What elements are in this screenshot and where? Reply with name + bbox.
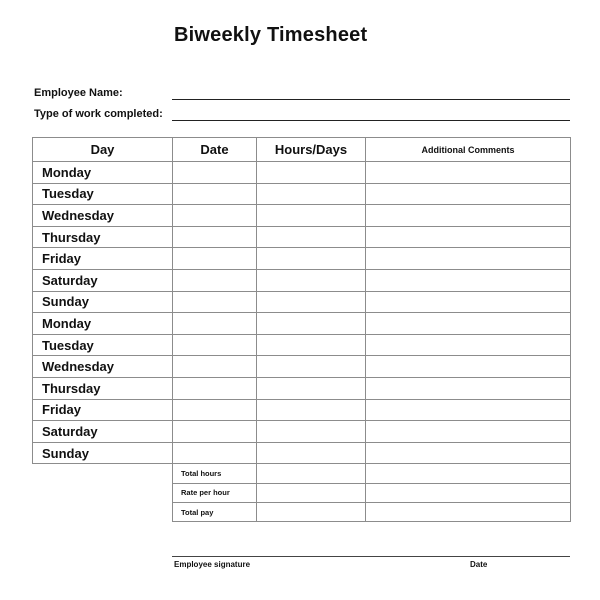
rate-per-hour-label: Rate per hour	[173, 483, 257, 502]
comments-cell[interactable]	[366, 313, 571, 335]
table-header-row	[33, 138, 571, 162]
blank-cell	[33, 502, 173, 521]
table-row	[33, 162, 571, 184]
date-cell[interactable]	[173, 269, 257, 291]
employee-name-field[interactable]	[172, 99, 570, 100]
total-hours-label: Total hours	[173, 464, 257, 483]
blank-cell	[33, 464, 173, 483]
date-cell[interactable]	[173, 377, 257, 399]
hours-cell[interactable]	[257, 334, 366, 356]
comments-cell[interactable]	[366, 162, 571, 184]
table-row	[33, 442, 571, 464]
comments-cell[interactable]	[366, 377, 571, 399]
total-pay-comments-cell[interactable]	[366, 502, 571, 521]
hours-cell[interactable]	[257, 183, 366, 205]
blank-cell	[33, 483, 173, 502]
day-cell: Wednesday	[33, 356, 173, 378]
date-cell[interactable]	[173, 248, 257, 270]
rate-per-hour-value-cell[interactable]	[257, 483, 366, 502]
table-row	[33, 334, 571, 356]
total-pay-label: Total pay	[173, 502, 257, 521]
day-cell: Sunday	[33, 291, 173, 313]
table-row	[33, 248, 571, 270]
hours-cell[interactable]	[257, 313, 366, 335]
comments-cell[interactable]	[366, 356, 571, 378]
rate-per-hour-comments-cell[interactable]	[366, 483, 571, 502]
table-row	[33, 183, 571, 205]
date-cell[interactable]	[173, 162, 257, 184]
hours-cell[interactable]	[257, 205, 366, 227]
date-cell[interactable]	[173, 183, 257, 205]
day-column-header: Day	[33, 138, 173, 162]
table-row	[33, 313, 571, 335]
comments-column-header: Additional Comments	[366, 138, 571, 162]
day-cell: Saturday	[33, 269, 173, 291]
total-hours-comments-cell[interactable]	[366, 464, 571, 483]
table-row	[33, 226, 571, 248]
hours-cell[interactable]	[257, 226, 366, 248]
comments-cell[interactable]	[366, 269, 571, 291]
comments-cell[interactable]	[366, 421, 571, 443]
date-cell[interactable]	[173, 205, 257, 227]
date-cell[interactable]	[173, 291, 257, 313]
date-cell[interactable]	[173, 421, 257, 443]
day-cell: Friday	[33, 248, 173, 270]
hours-cell[interactable]	[257, 291, 366, 313]
comments-cell[interactable]	[366, 205, 571, 227]
total-hours-value-cell[interactable]	[257, 464, 366, 483]
signature-line[interactable]	[172, 556, 570, 557]
hours-column-header: Hours/Days	[257, 138, 366, 162]
hours-cell[interactable]	[257, 442, 366, 464]
work-type-field[interactable]	[172, 120, 570, 121]
hours-cell[interactable]	[257, 269, 366, 291]
signature-date-label: Date	[470, 560, 488, 569]
date-column-header: Date	[173, 138, 257, 162]
comments-cell[interactable]	[366, 291, 571, 313]
day-cell: Saturday	[33, 421, 173, 443]
day-cell: Thursday	[33, 377, 173, 399]
comments-cell[interactable]	[366, 248, 571, 270]
comments-cell[interactable]	[366, 226, 571, 248]
comments-cell[interactable]	[366, 399, 571, 421]
table-row	[33, 205, 571, 227]
employee-signature-label: Employee signature	[174, 560, 251, 569]
total-hours-row	[33, 464, 571, 483]
table-row	[33, 291, 571, 313]
table-row	[33, 356, 571, 378]
comments-cell[interactable]	[366, 183, 571, 205]
rate-per-hour-row	[33, 483, 571, 502]
day-cell: Friday	[33, 399, 173, 421]
date-cell[interactable]	[173, 334, 257, 356]
hours-cell[interactable]	[257, 248, 366, 270]
hours-cell[interactable]	[257, 377, 366, 399]
total-pay-value-cell[interactable]	[257, 502, 366, 521]
day-cell: Tuesday	[33, 334, 173, 356]
day-cell: Thursday	[33, 226, 173, 248]
table-row	[33, 269, 571, 291]
comments-cell[interactable]	[366, 334, 571, 356]
day-cell: Sunday	[33, 442, 173, 464]
timesheet-table	[32, 137, 571, 522]
hours-cell[interactable]	[257, 421, 366, 443]
page-title: Biweekly Timesheet	[174, 24, 368, 46]
employee-name-label: Employee Name:	[34, 87, 123, 99]
work-type-label: Type of work completed:	[34, 108, 163, 120]
day-cell: Wednesday	[33, 205, 173, 227]
table-row	[33, 377, 571, 399]
hours-cell[interactable]	[257, 356, 366, 378]
day-cell: Monday	[33, 313, 173, 335]
table-row	[33, 421, 571, 443]
table-row	[33, 399, 571, 421]
date-cell[interactable]	[173, 226, 257, 248]
comments-cell[interactable]	[366, 442, 571, 464]
date-cell[interactable]	[173, 442, 257, 464]
date-cell[interactable]	[173, 313, 257, 335]
date-cell[interactable]	[173, 356, 257, 378]
day-cell: Tuesday	[33, 183, 173, 205]
hours-cell[interactable]	[257, 399, 366, 421]
date-cell[interactable]	[173, 399, 257, 421]
total-pay-row	[33, 502, 571, 521]
hours-cell[interactable]	[257, 162, 366, 184]
day-cell: Monday	[33, 162, 173, 184]
